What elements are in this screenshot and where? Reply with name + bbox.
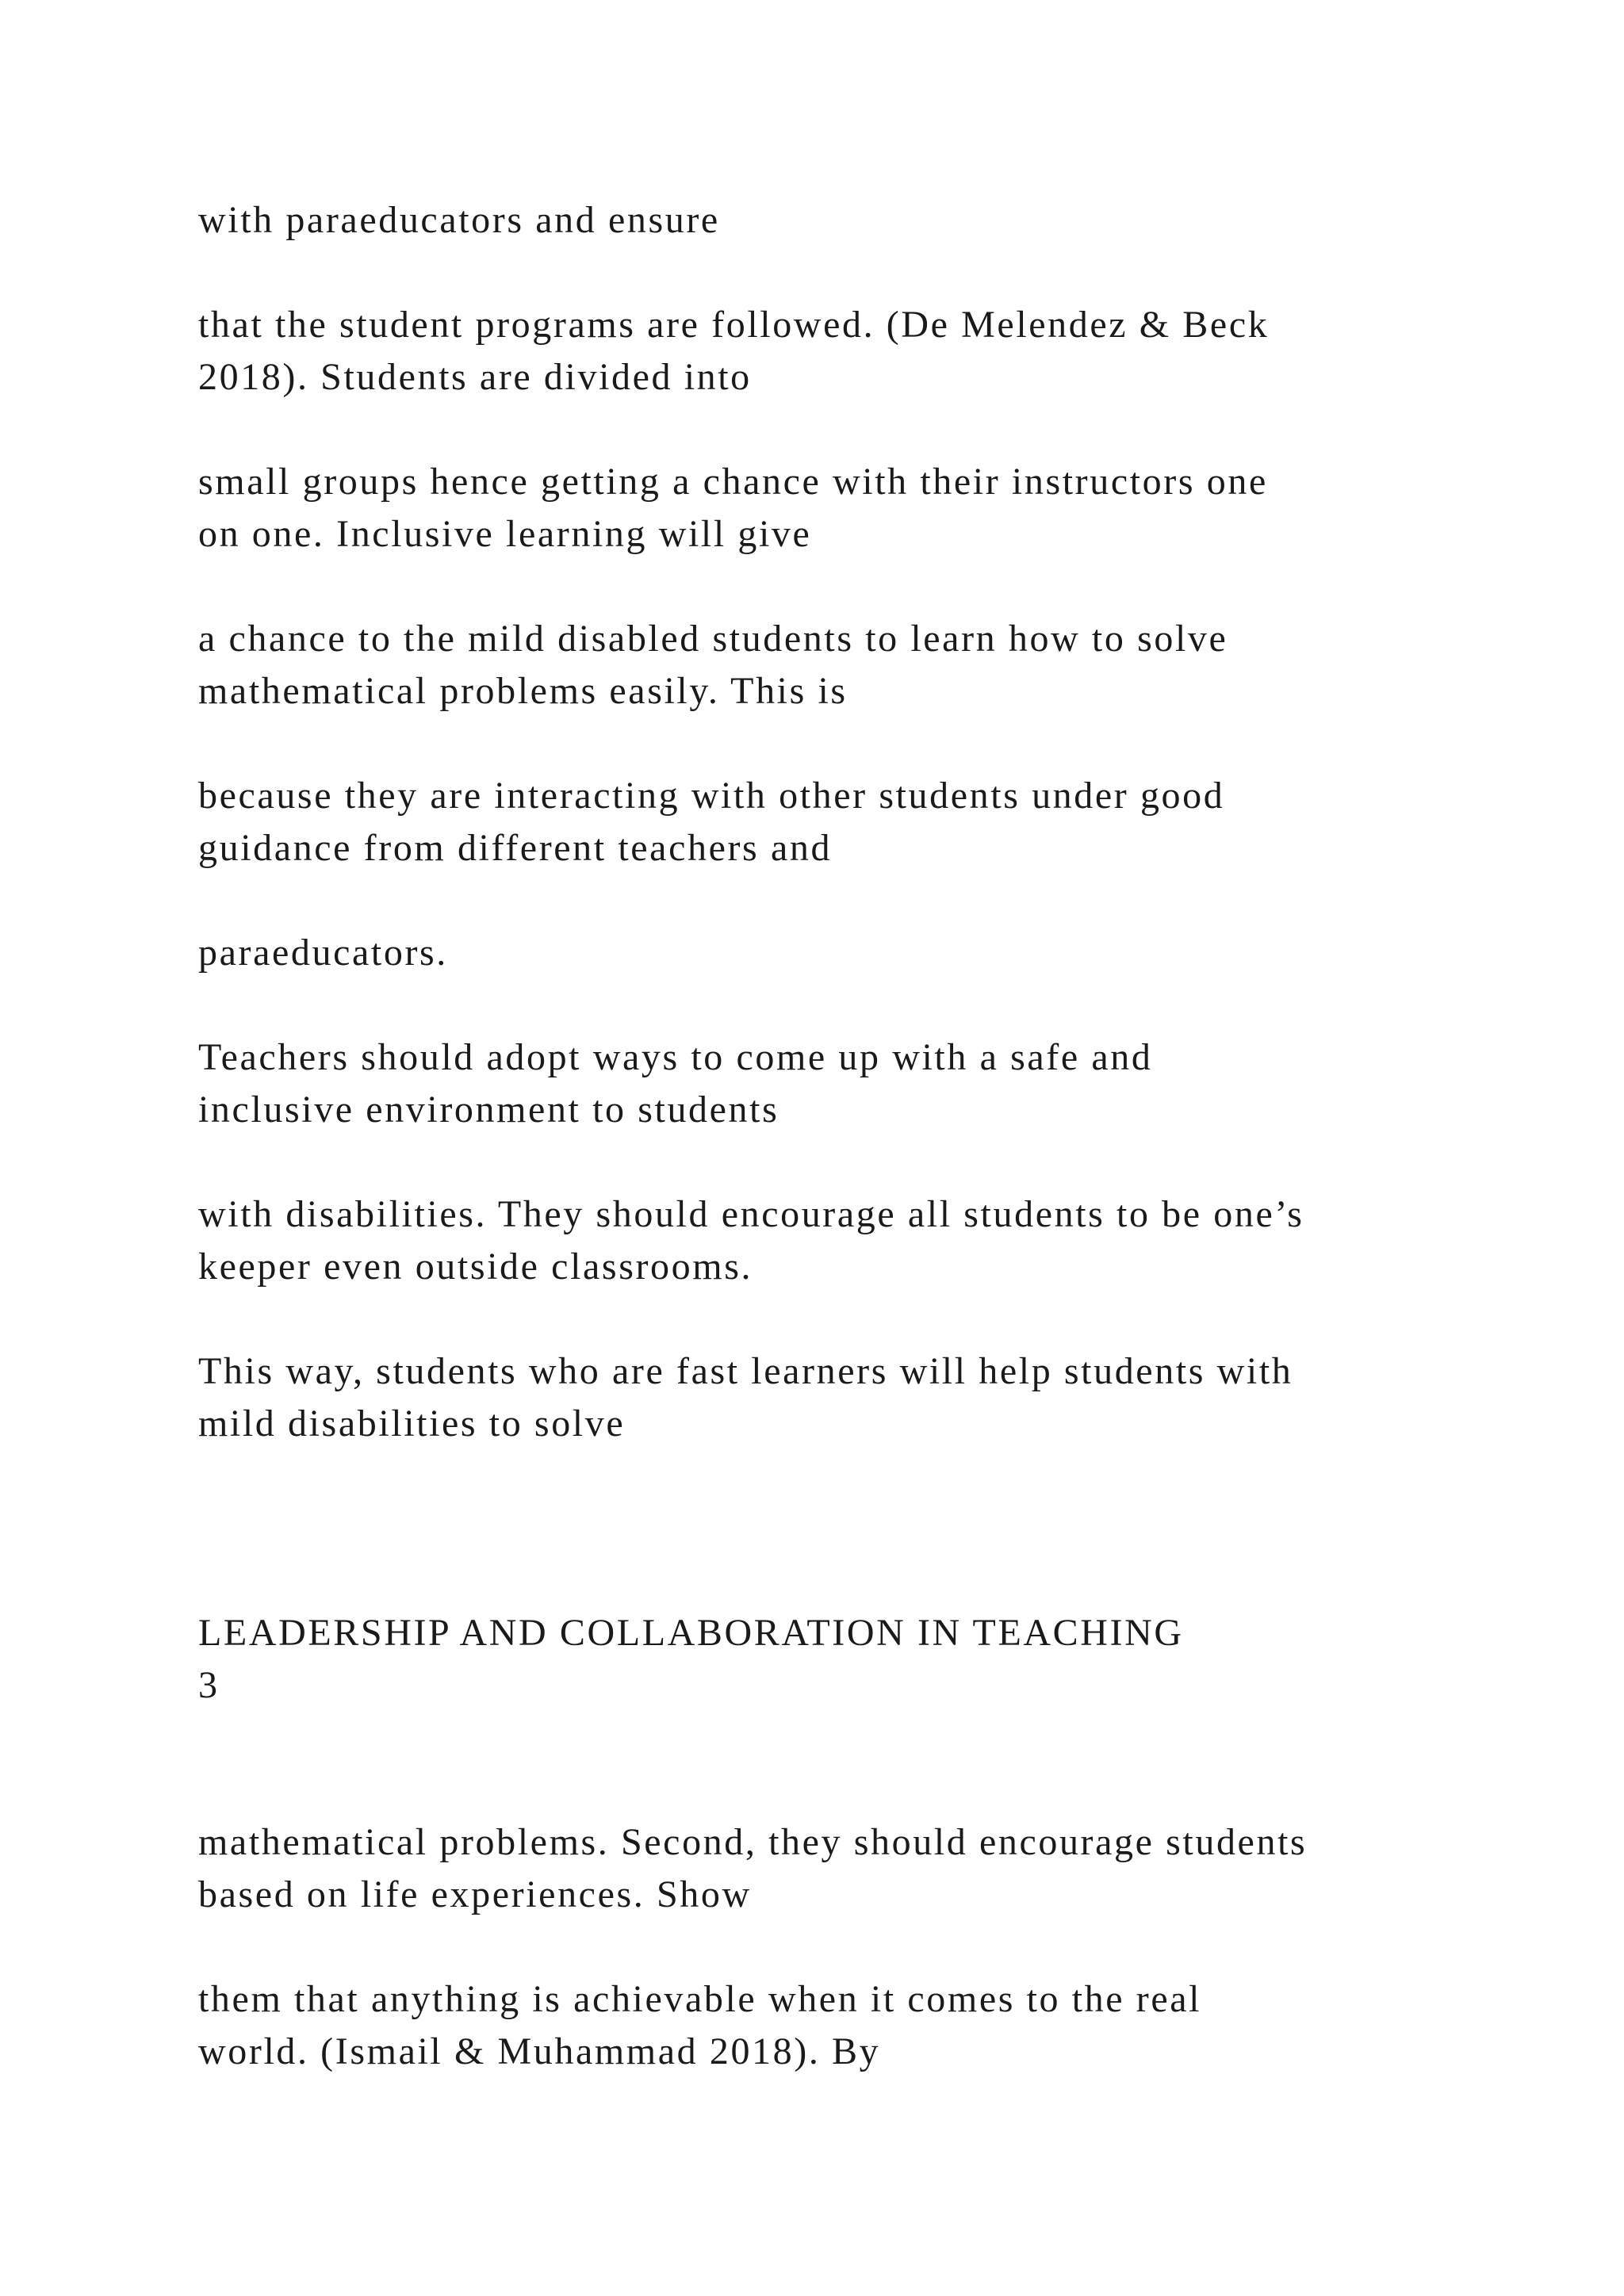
running-header-title: LEADERSHIP AND COLLABORATION IN TEACHING	[198, 1612, 1184, 1654]
page-number: 3	[198, 1664, 220, 1706]
paragraph: Teachers should adopt ways to come up with a safe and inclusive environment to students	[198, 1036, 1153, 1131]
paragraph: with disabilities. They should encourage all students to be one’s keeper even outside classrooms.	[198, 1193, 1304, 1288]
paragraph: paraeducators.	[198, 932, 448, 974]
paragraph: This way, students who are fast learners will help students with mild disabilities to solve	[198, 1350, 1293, 1445]
paragraph: small groups hence getting a chance with their instructors one on one. Inclusive learning will give	[198, 461, 1268, 555]
paragraph: them that anything is achievable when it comes to the real world. (Ismail & Muhammad 2018). By	[198, 1978, 1202, 2072]
paragraph: a chance to the mild disabled students to learn how to solve mathematical problems easily. This is	[198, 618, 1228, 712]
paragraph: that the student programs are followed. (De Melendez & Beck 2018). Students are divided into	[198, 304, 1270, 398]
paragraph: mathematical problems. Second, they should encourage students based on life experiences. Show	[198, 1821, 1308, 1915]
paragraph: because they are interacting with other students under good guidance from different teachers and	[198, 775, 1225, 869]
paragraph: with paraeducators and ensure	[198, 199, 720, 241]
